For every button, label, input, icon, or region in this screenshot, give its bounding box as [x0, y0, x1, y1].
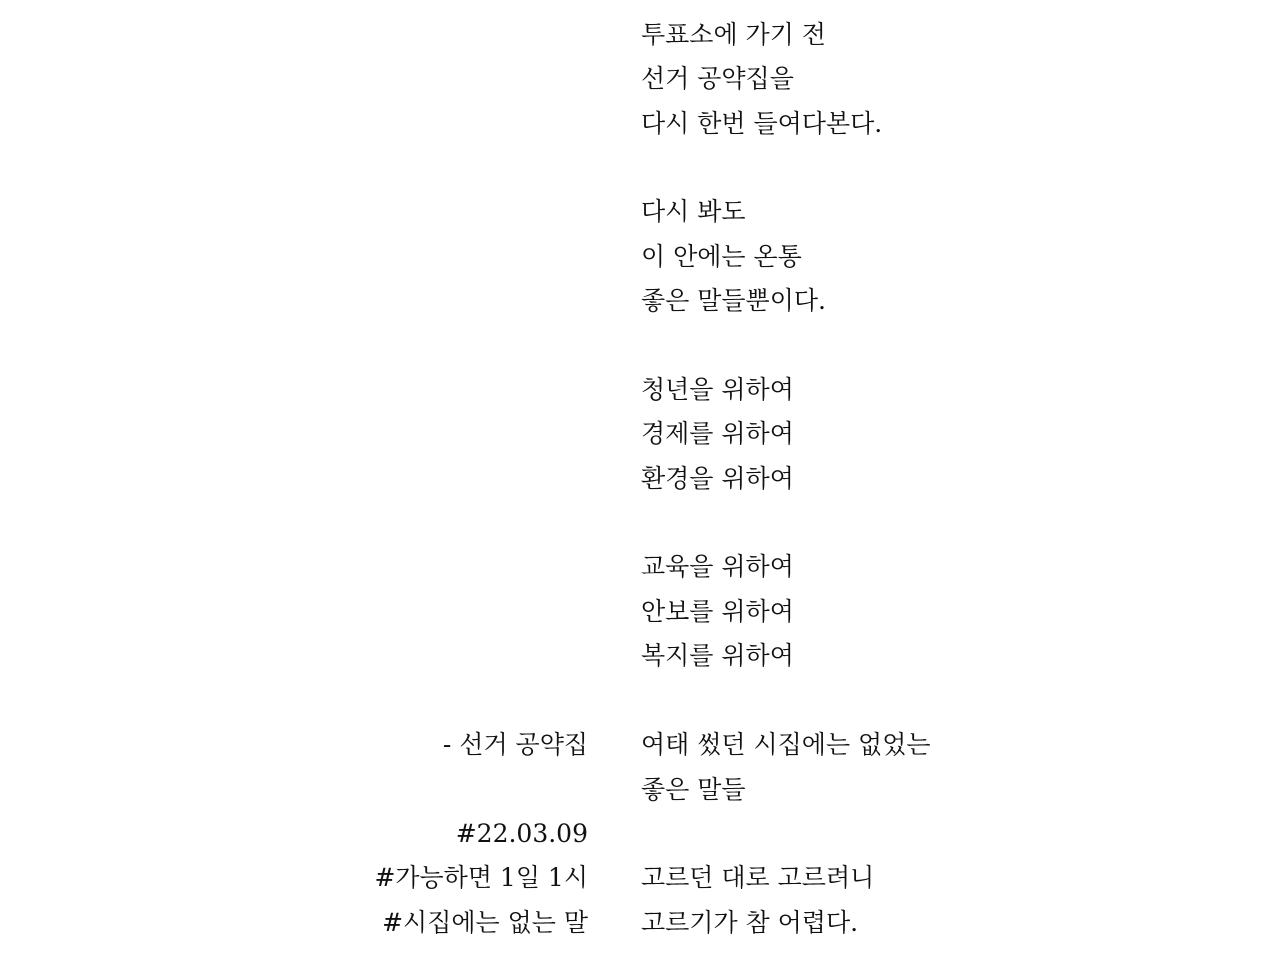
poem-line: 환경을 위하여 — [641, 464, 794, 493]
poem-line: 선거 공약집을 — [641, 64, 794, 93]
poem-title: - 선거 공약집 — [442, 730, 588, 759]
poem-line: 다시 한번 들여다본다. — [641, 109, 883, 138]
poem-line: 청년을 위하여 — [641, 375, 794, 404]
poem-line: 복지를 위하여 — [641, 641, 794, 670]
poem-line: 다시 봐도 — [641, 197, 746, 226]
poem-line: 이 안에는 온통 — [641, 242, 802, 271]
poem-line: 좋은 말들 — [641, 775, 746, 804]
hashtag: #시집에는 없는 말 — [382, 908, 588, 937]
poem-line: 교육을 위하여 — [641, 552, 794, 581]
poem-line: 여태 썼던 시집에는 없었는 — [641, 730, 931, 759]
hashtag: #22.03.09 — [455, 819, 588, 848]
poem-line: 고르던 대로 고르려니 — [641, 863, 875, 892]
poem-line: 좋은 말들뿐이다. — [641, 286, 826, 315]
hashtag: #가능하면 1일 1시 — [374, 863, 588, 892]
poem-line: 투표소에 가기 전 — [641, 20, 826, 49]
poem-line: 안보를 위하여 — [641, 597, 794, 626]
poem-line: 고르기가 참 어렵다. — [641, 908, 859, 937]
poem-line: 경제를 위하여 — [641, 419, 794, 448]
